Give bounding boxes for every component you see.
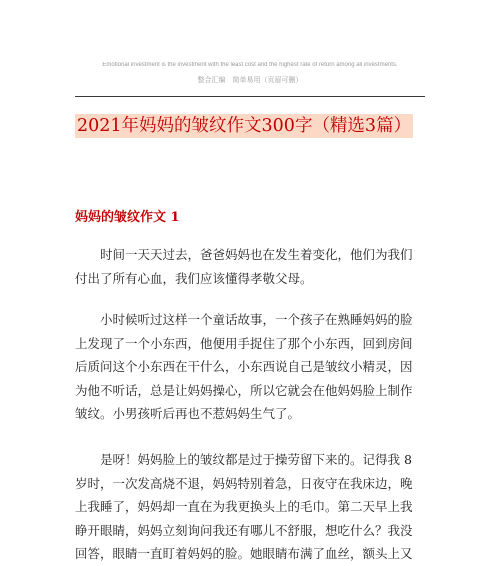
paragraph-2 (75, 308, 425, 426)
paragraph-line: 回答，眼睛一直盯着妈妈的脸。她眼睛布满了血丝，额头上又 (75, 546, 413, 561)
paragraph-line: 为他不听话，总是让妈妈操心，所以它就会在他妈妈脸上制作 (75, 382, 413, 398)
paragraph-1 (75, 243, 425, 290)
paragraph-line: 岁时，一次发高烧不退，妈妈特别着急，日夜守在我床边，晚 (75, 475, 413, 491)
paragraph-line: 是呀！妈妈脸上的皱纹都是过于操劳留下来的。记得我 8 (100, 452, 412, 467)
header-tagline: Emotional investment is the investment with the least cost and the highest rate of return among all investments. (102, 62, 398, 68)
paragraph-line: 上我睡了，妈妈却一直在为我更换头上的毛巾。第二天早上我 (75, 499, 413, 514)
paragraph-line: 上发现了一个小东西，他便用手捉住了那个小东西，回到房间 (75, 335, 413, 351)
header-subline: 整合汇编 简单易用（页眉可删） (197, 76, 303, 84)
header-divider (75, 96, 425, 97)
paragraph-line: 时间一天天过去，爸爸妈妈也在发生着变化，他们为我们 (100, 247, 413, 262)
paragraph-line: 睁开眼睛，妈妈立刻询问我还有哪儿不舒服，想吃什么？我没 (75, 522, 413, 538)
paragraph-line: 小时候听过这样一个童话故事，一个孩子在熟睡妈妈的脸 (100, 312, 413, 327)
paragraph-3 (75, 448, 425, 566)
paragraph-line: 皱纹。小男孩听后再也不惹妈妈生气了。 (75, 406, 301, 421)
paragraph-line: 后质问这个小东西在干什么，小东西说自己是皱纹小精灵，因 (75, 359, 413, 374)
paragraph-line: 付出了所有心血，我们应该懂得孝敬父母。 (75, 270, 313, 286)
document-title: 2021年妈妈的皱纹作文300字（精选3篇） (77, 116, 412, 136)
section-heading: 妈妈的皱纹作文 1 (75, 210, 180, 225)
